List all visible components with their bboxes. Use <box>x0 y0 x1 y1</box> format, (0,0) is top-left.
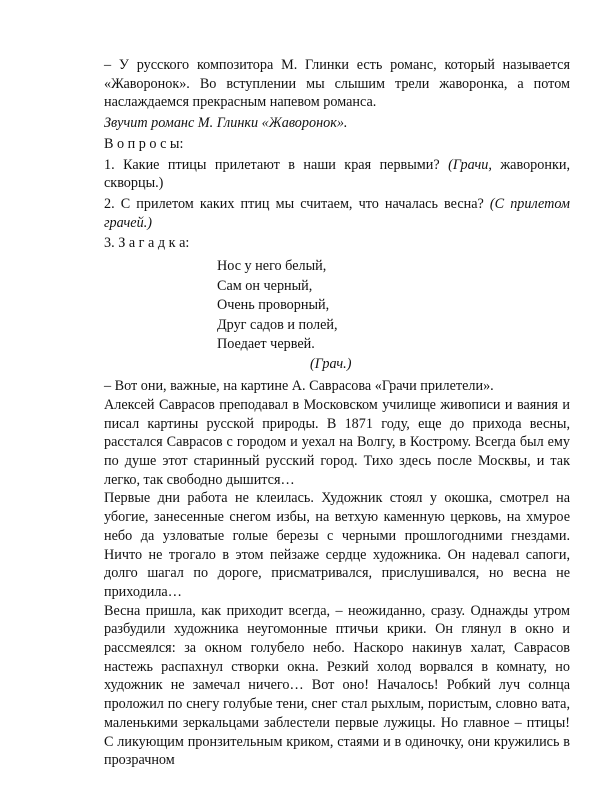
body-paragraph: Первые дни работа не клеилась. Художник стоял у окошка, смотрел на убогие, занесенные снегом избы, на ветхую каменную церковь, на хмурое небо да узловатые голые березы с черными прошлогодними гнездами. Ничто не трогало в этом пейзаже сердце художника. Он надевал сапоги, долго шагал по дороге, присматривался, прислушивался, но весна не приходила… <box>104 490 570 600</box>
riddle-answer: (Грач.) <box>310 355 352 372</box>
document-page <box>104 56 570 770</box>
question-2 <box>104 195 570 232</box>
intro-paragraph: – У русского композитора М. Глинки есть романс, который называется «Жаворонок». Во вступлении мы слышим трели жаворонка, а потом наслаждаемся прекрасным напевом романса. <box>104 57 570 111</box>
riddle-line: Сам он черный, <box>217 277 313 294</box>
questions-heading: В о п р о с ы: <box>104 135 184 152</box>
question-1-rest: жаворонки, скворцы.) <box>104 156 570 192</box>
riddle-line: Поедает червей. <box>217 336 315 353</box>
question-1-text: 1. Какие птицы прилетают в наши края первыми? <box>104 156 449 173</box>
riddle-line: Нос у него белый, <box>217 258 327 275</box>
body-paragraph: – Вот они, важные, на картине А. Саврасова «Грачи прилетели». <box>104 378 494 395</box>
question-2-answer: (С прилетом грачей.) <box>104 195 570 231</box>
sound-note: Звучит романс М. Глинки «Жаворонок». <box>104 115 348 132</box>
body-paragraph: Весна пришла, как приходит всегда, – неожиданно, сразу. Однажды утром разбудили художника неугомонные птичьи крики. Он глянул в окно и рассмеялся: за окном голубело небо. Наскоро накинув халат, Саврасов настежь распахнул створки окна. Резкий холод ворвался в комнату, но художник не замечал ничего… Вот оно! Началось! Робкий луч солнца проложил по снегу голубые тени, снег стал рыхлым, пористым, словно вата, маленькими зеркальцами заблестели первые лужицы. Но главное – птицы! С ликующим пронзительным криком, стаями и в одиночку, они кружились в прозрачном <box>104 602 570 769</box>
riddle-line: Друг садов и полей, <box>217 316 338 333</box>
body-paragraph: Алексей Саврасов преподавал в Московском училище живописи и ваяния и писал картины русской природы. В 1871 году, еще до прихода весны, расстался Саврасов с городом и уехал на Волгу, в Кострому. Всегда был ему по душе этот старинный русский город. Тихо здесь после Москвы, и так легко, так свободно дышится… <box>104 396 570 488</box>
question-1-answer: (Грачи, <box>448 156 492 173</box>
question-2-text: 2. С прилетом каких птиц мы считаем, что началась весна? <box>104 195 490 212</box>
question-1 <box>104 156 570 193</box>
riddle-poem <box>217 257 570 355</box>
riddle-line: Очень проворный, <box>217 297 330 314</box>
riddle-heading: 3. З а г а д к а: <box>104 235 190 252</box>
